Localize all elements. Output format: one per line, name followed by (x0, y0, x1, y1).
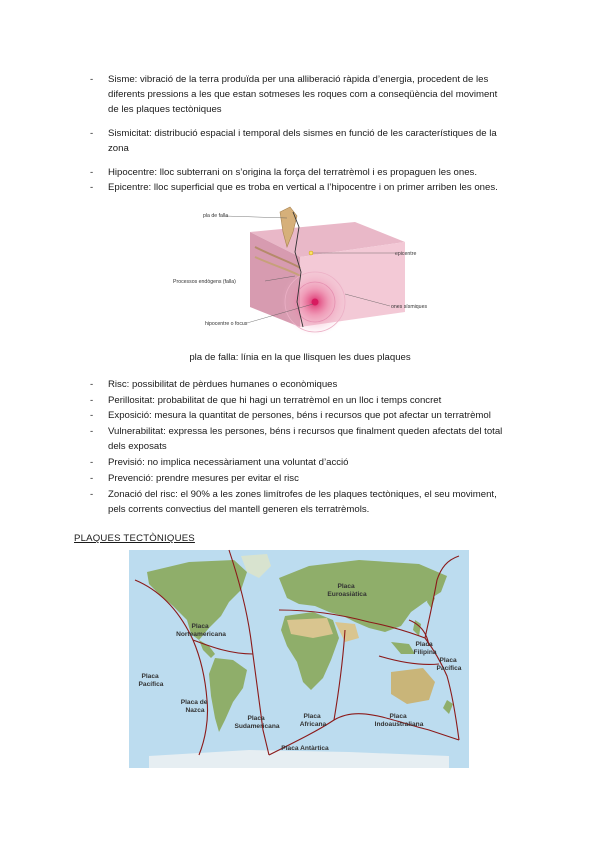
hypocentre-point (312, 299, 319, 306)
bullet-dash: - (90, 395, 94, 406)
label-epicentre: epicentre (395, 251, 417, 257)
text-line: pels corrents convectius del mantell generen els terratrèmols. (108, 504, 370, 515)
text-line: dels exposats (108, 441, 167, 452)
bullet-dash: - (90, 167, 94, 178)
label-indo-australian-plate: Placa Indoaustraliana (374, 713, 424, 728)
label-south-american-plate: Placa Sudamericana (234, 715, 280, 730)
bullet-dash: - (90, 379, 94, 390)
text-line: Prevenció: prendre mesures per evitar el risc (108, 473, 299, 484)
epicentre-point (309, 251, 313, 255)
section-heading: PLAQUES TECTÒNIQUES (74, 533, 195, 544)
label-eurasian-plate: Placa Euroasiàtica (327, 583, 367, 598)
bullet-dash: - (90, 489, 94, 500)
label-nazca-plate: Placa de Nazca (180, 699, 208, 714)
text-line: Epicentre: lloc superficial que es troba en vertical a l’hipocentre i on primer arriben les ones. (108, 182, 498, 193)
text-line: de les plaques tectòniques (108, 104, 222, 115)
tectonic-plates-map (129, 550, 469, 768)
label-african-plate: Placa Africana (299, 713, 327, 728)
bullet-dash: - (90, 74, 94, 85)
label-antarctic-plate: Placa Antàrtica (281, 745, 329, 752)
text-line: diferents pressions a les que estan sotmeses les roques com a conseqüència del moviment (108, 89, 498, 100)
text-line: Sisme: vibració de la terra produïda per una alliberació ràpida d’energia, procedent de les (108, 74, 489, 85)
label-pacific-plate-west: Placa Pacífica (138, 673, 164, 688)
bullet-dash: - (90, 410, 94, 421)
text-line: Hipocentre: lloc subterrani on s’origina la força del terratrèmol i es propaguen les ones. (108, 167, 478, 178)
label-filipina-plate: Placa Filipina (413, 641, 437, 656)
bullet-dash: - (90, 182, 94, 193)
label-waves: ones sísmiques (391, 304, 428, 310)
text-line: Vulnerabilitat: expressa les persones, béns i recursos que finalment queden afectats del total (108, 426, 503, 437)
text-line: Zonació del risc: el 90% a les zones limítrofes de les plaques tectòniques, el seu moviment, (108, 489, 497, 500)
label-hypocentre: hipocentre o focus (205, 321, 248, 327)
earthquake-diagram (173, 202, 435, 332)
diagram-caption: pla de falla: línia en la que llisquen les dues plaques (189, 352, 411, 363)
bullet-dash: - (90, 128, 94, 139)
bullet-dash: - (90, 457, 94, 468)
label-endogenous: Processos endògens (falla) (173, 279, 236, 285)
label-fault-plane: pla de falla (203, 213, 229, 219)
leader-line (225, 216, 287, 218)
text-line: Perillositat: probabilitat de que hi hagi un terratrèmol en un lloc i temps concret (108, 395, 442, 406)
text-line: Previsió: no implica necessàriament una voluntat d’acció (108, 457, 349, 468)
bullet-dash: - (90, 426, 94, 437)
text-line: Exposició: mesura la quantitat de persones, béns i recursos que pot afectar un terratrèmol (108, 410, 491, 421)
text-line: Sismicitat: distribució espacial i temporal dels sismes en funció de les característiques de la (108, 128, 497, 139)
text-line: Risc: possibilitat de pèrdues humanes o econòmiques (108, 379, 338, 390)
text-line: zona (108, 143, 129, 154)
label-north-american-plate: Placa Norteamericana (176, 623, 226, 638)
label-pacific-plate-east: Placa Pacífica (436, 657, 462, 672)
bullet-dash: - (90, 473, 94, 484)
